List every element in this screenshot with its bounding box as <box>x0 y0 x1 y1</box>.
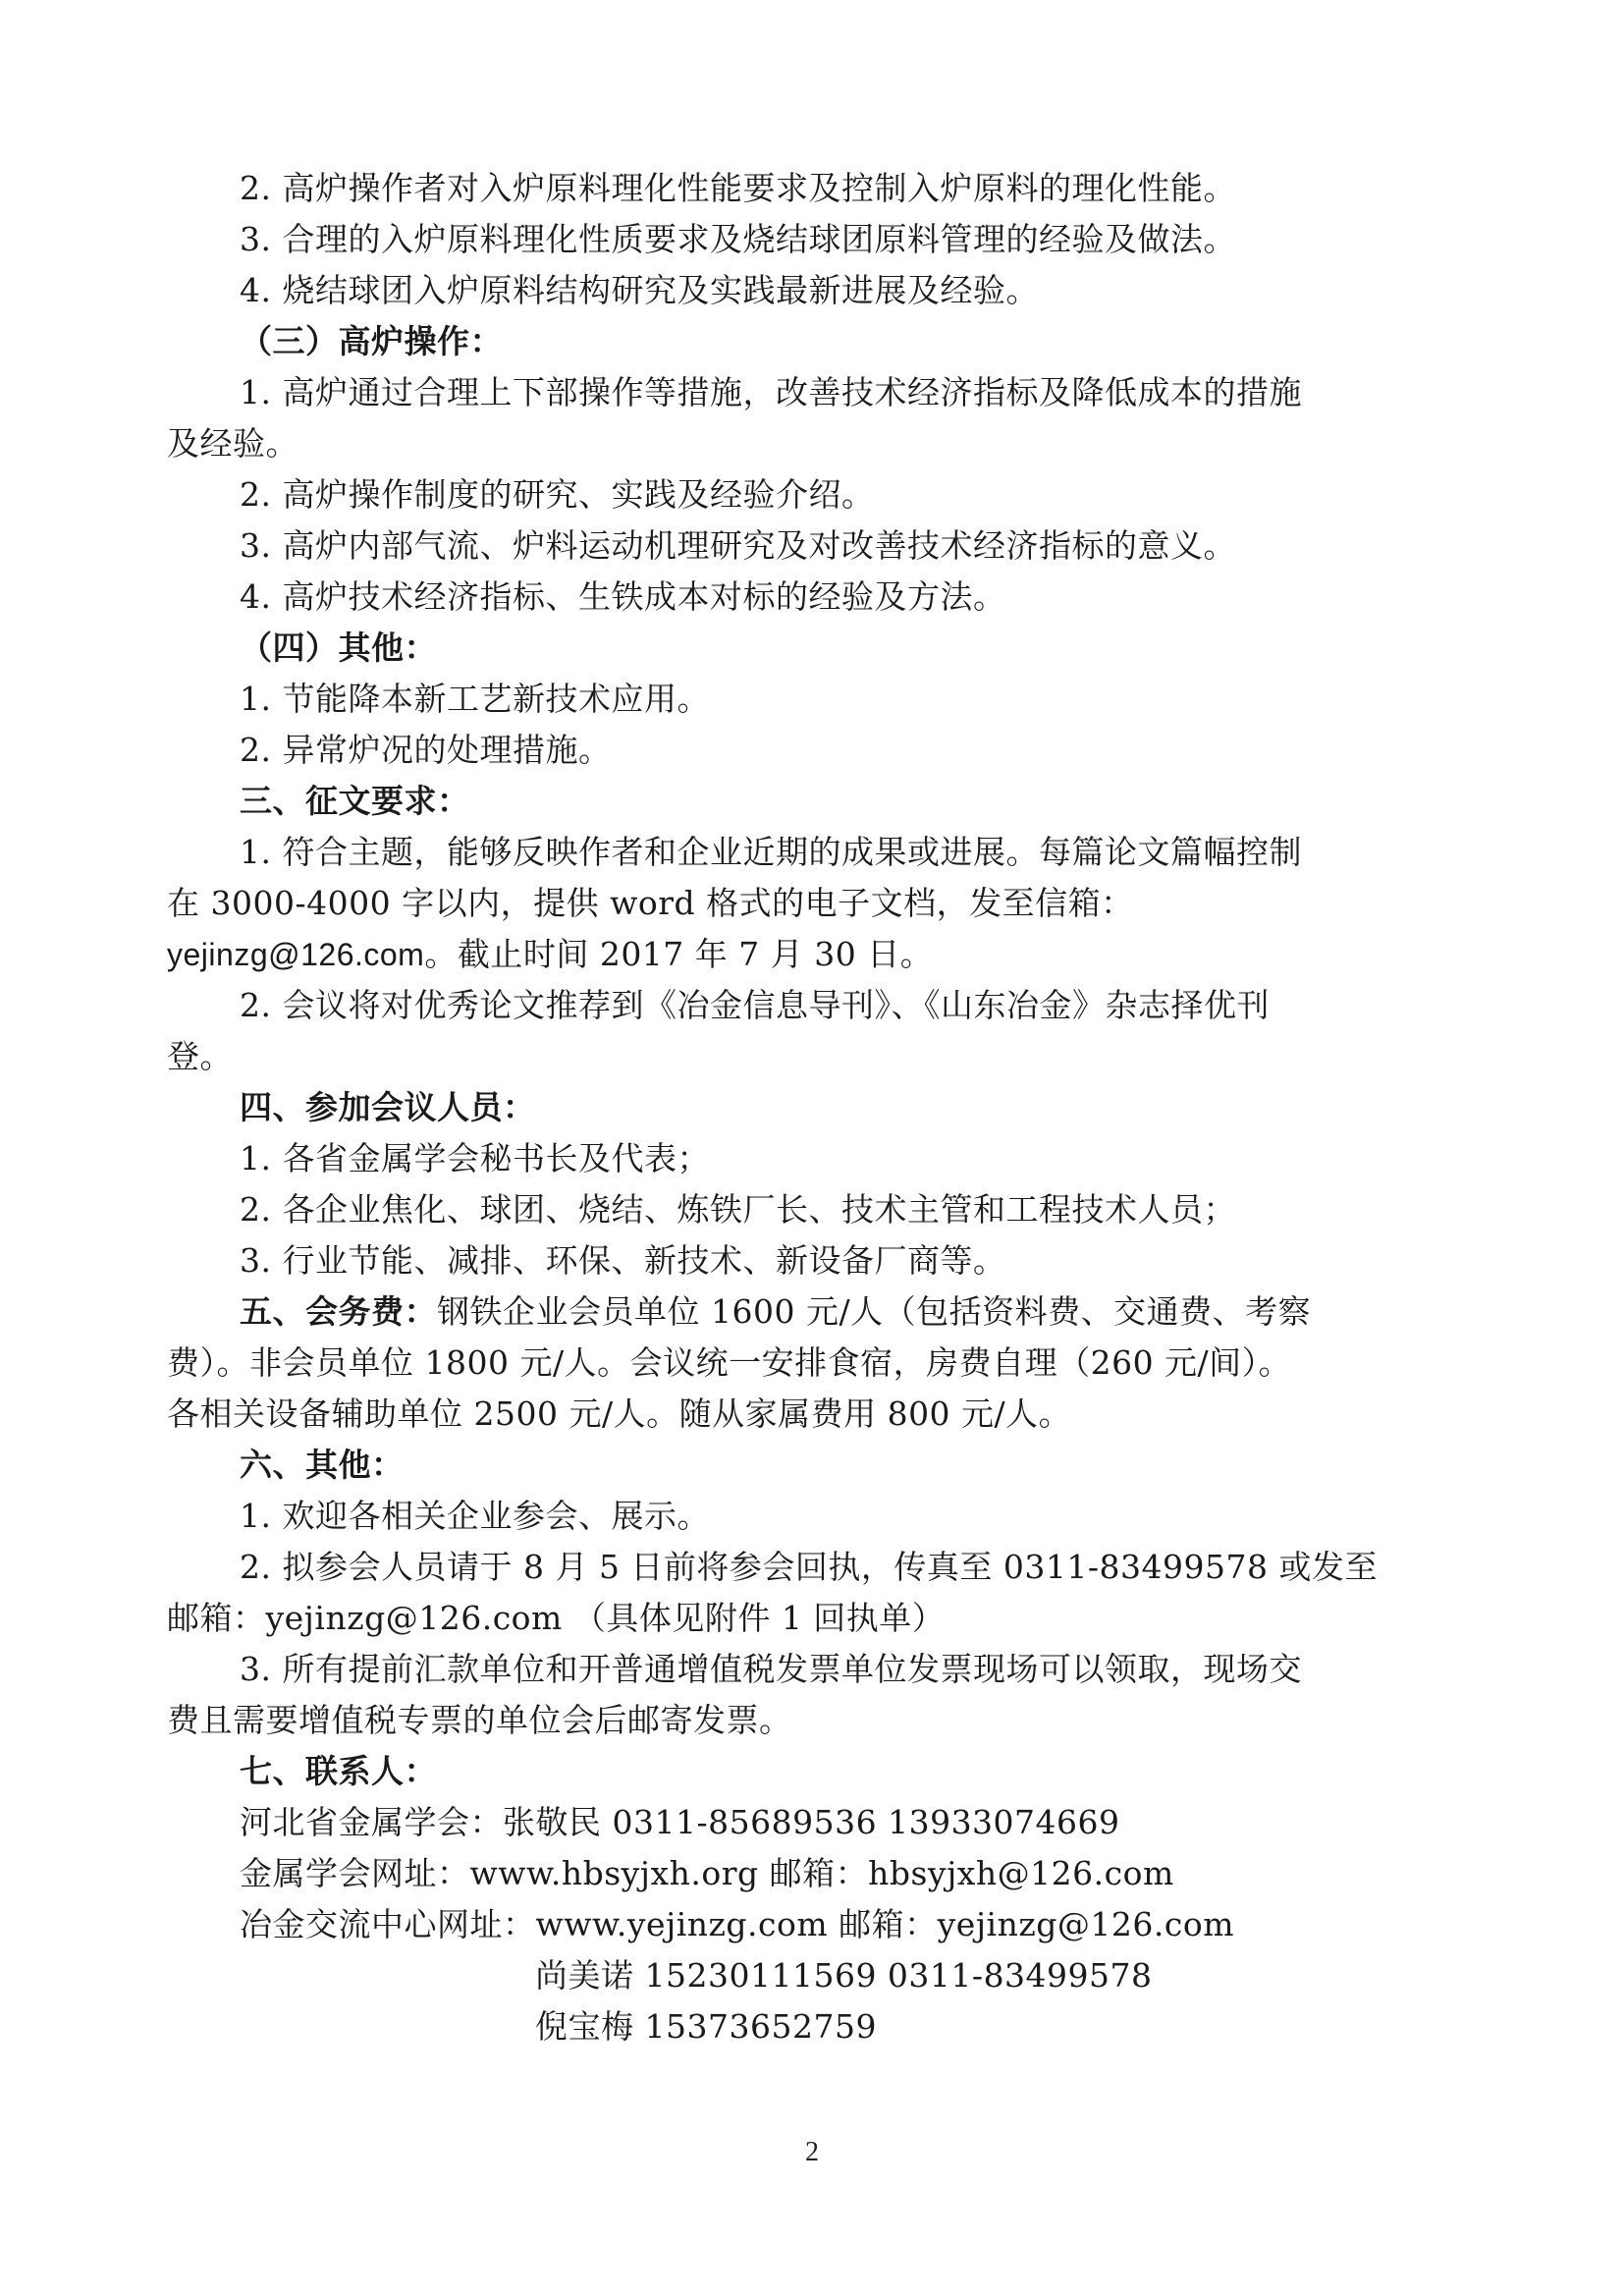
item-2-attendees: 2. 各企业焦化、球团、烧结、炼铁厂长、技术主管和工程技术人员； <box>240 1190 1236 1229</box>
item-3-attendees: 3. 行业节能、减排、环保、新技术、新设备厂商等。 <box>240 1241 1006 1280</box>
item-3-other-info: 3. 所有提前汇款单位和开普通增值税发票单位发票现场可以领取，现场交 <box>240 1650 1302 1688</box>
contact-exchange-center: 冶金交流中心网址：www.yejinzg.com 邮箱：yejinzg@126.com <box>240 1905 1234 1943</box>
item-4-operation: 4. 高炉技术经济指标、生铁成本对标的经验及方法。 <box>240 577 1006 616</box>
item-1-other: 1. 节能降本新工艺新技术应用。 <box>240 680 710 718</box>
item-3-other-info-cont: 费且需要增值税专票的单位会后邮寄发票。 <box>167 1701 792 1739</box>
document-body <box>167 163 1463 2052</box>
fees-text-cont-2: 各相关设备辅助单位 2500 元/人。随从家属费用 800 元/人。 <box>167 1394 1072 1433</box>
submission-email: yejinzg@126.com <box>167 937 425 972</box>
contact-person-2: 倪宝梅 15373652759 <box>535 2007 877 2046</box>
section-other: 六、其他： <box>240 1446 405 1484</box>
contact-society-website: 金属学会网址：www.hbsyjxh.org 邮箱：hbsyjxh@126.com <box>240 1854 1174 1892</box>
item-1-requirements-deadline <box>167 929 1463 980</box>
section-paper-requirements: 三、征文要求： <box>240 782 470 820</box>
item-1-other-info: 1. 欢迎各相关企业参会、展示。 <box>240 1497 710 1535</box>
item-1-attendees: 1. 各省金属学会秘书长及代表； <box>240 1139 710 1177</box>
item-1-operation: 1. 高炉通过合理上下部操作等措施，改善技术经济指标及降低成本的措施 <box>240 373 1302 411</box>
item-1-requirements-cont: 在 3000-4000 字以内，提供 word 格式的电子文档，发至信箱： <box>167 884 1134 922</box>
contact-hebei-society: 河北省金属学会：张敬民 0311-85689536 13933074669 <box>240 1803 1120 1841</box>
item-2-requirements: 2. 会议将对优秀论文推荐到《冶金信息导刊》、《山东冶金》杂志择优刊 <box>240 986 1270 1024</box>
page-number: 2 <box>805 2137 819 2167</box>
subheading-blast-furnace-operation: （三）高炉操作： <box>240 322 503 360</box>
item-1-operation-cont: 及经验。 <box>167 424 298 463</box>
item-3-operation: 3. 高炉内部气流、炉料运动机理研究及对改善技术经济指标的意义。 <box>240 526 1236 565</box>
item-2-other-info: 2. 拟参会人员请于 8 月 5 日前将参会回执，传真至 0311-83499578 或发至 <box>240 1548 1379 1586</box>
contact-person-1: 尚美诺 15230111569 0311-83499578 <box>535 1956 1153 1995</box>
item-2-requirements-cont: 登。 <box>167 1037 233 1075</box>
fees-text-cont: 费）。非会员单位 1800 元/人。会议统一安排食宿，房费自理（260 元/间）。 <box>167 1343 1292 1382</box>
item-1-requirements: 1. 符合主题，能够反映作者和企业近期的成果或进展。每篇论文篇幅控制 <box>240 833 1302 871</box>
deadline-text: 。截止时间 2017 年 7 月 30 日。 <box>424 935 934 973</box>
section-attendees: 四、参加会议人员： <box>240 1088 536 1126</box>
item-4-raw-material: 4. 烧结球团入炉原料结构研究及实践最新进展及经验。 <box>240 271 1039 309</box>
item-2-raw-material: 2. 高炉操作者对入炉原料理化性能要求及控制入炉原料的理化性能。 <box>240 169 1236 207</box>
fees-text: 钢铁企业会员单位 1600 元/人（包括资料费、交通费、考察 <box>437 1292 1312 1331</box>
section-contacts: 七、联系人： <box>240 1752 437 1790</box>
item-3-raw-material: 3. 合理的入炉原料理化性质要求及烧结球团原料管理的经验及做法。 <box>240 220 1236 258</box>
item-2-operation: 2. 高炉操作制度的研究、实践及经验介绍。 <box>240 475 875 514</box>
section-fees <box>167 1286 1463 1338</box>
section-fees-heading: 五、会务费： <box>240 1292 437 1331</box>
item-2-other-info-cont: 邮箱：yejinzg@126.com （具体见附件 1 回执单） <box>167 1599 946 1637</box>
item-2-other: 2. 异常炉况的处理措施。 <box>240 731 612 769</box>
subheading-other-topics: （四）其他： <box>240 629 437 667</box>
